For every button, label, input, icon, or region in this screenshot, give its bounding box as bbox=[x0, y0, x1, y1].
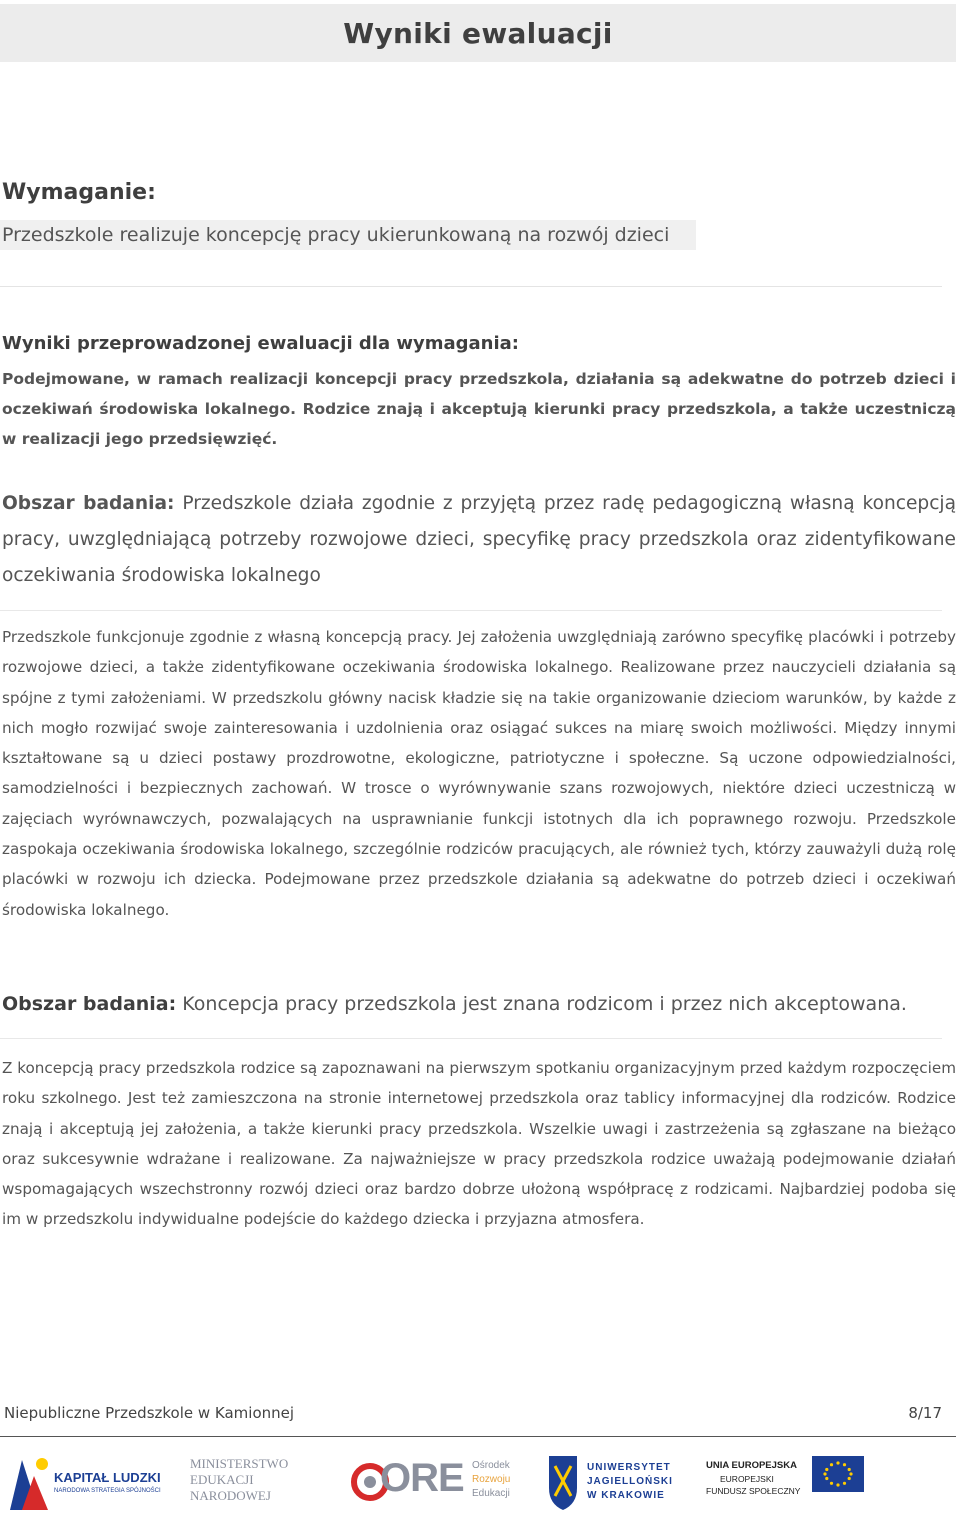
uj-line1: UNIWERSYTET bbox=[587, 1462, 671, 1473]
eu-line3: FUNDUSZ SPOŁECZNY bbox=[706, 1486, 801, 1496]
area-text: Przedszkole działa zgodnie z przyjętą przez radę pedagogiczną własną koncepcją pracy, uwzględniającą potrzeby rozwojowe dzieci, specyfikę pracy przedszkola oraz zidentyfikowane oczekiwania środowiska lokalnego bbox=[2, 493, 956, 586]
men-line2: EDUKACJI bbox=[190, 1472, 254, 1487]
divider bbox=[0, 1038, 942, 1039]
uj-logo bbox=[545, 1448, 685, 1518]
eu-logo bbox=[706, 1448, 896, 1518]
kapital-ludzki-text: KAPITAŁ LUDZKI bbox=[54, 1470, 161, 1485]
eu-flag-icon bbox=[812, 1456, 864, 1492]
ore-line2: Rozwoju bbox=[472, 1474, 511, 1485]
uj-crest-icon bbox=[545, 1452, 581, 1512]
area-label: Obszar badania: bbox=[2, 993, 177, 1015]
kapital-ludzki-mark-icon bbox=[8, 1452, 52, 1512]
men-line1: MINISTERSTWO bbox=[190, 1456, 289, 1471]
title-bar bbox=[0, 4, 956, 62]
ore-line1: Ośrodek bbox=[472, 1460, 510, 1471]
area-section-2 bbox=[2, 987, 956, 1021]
requirement-text: Przedszkole realizuje koncepcję pracy ukierunkowaną na rozwój dzieci bbox=[0, 220, 696, 250]
logo-strip bbox=[0, 1448, 960, 1518]
divider bbox=[0, 286, 942, 287]
page-number: 8/17 bbox=[908, 1404, 942, 1422]
divider bbox=[0, 610, 942, 611]
ore-mark: ORE bbox=[380, 1456, 464, 1500]
uj-line3: W KRAKOWIE bbox=[587, 1490, 665, 1501]
area-paragraph-2: Z koncepcją pracy przedszkola rodzice są zapoznawani na pierwszym spotkaniu organizacyjnym przed każdym rozpoczęciem roku szkolnego. Jest też zamieszczona na stronie internetowej przedszkola oraz tablicy informacyjnej dla rodziców. Rodzice znają i akceptują jej założenia, a także kierunki pracy przedszkola. Wszelkie uwagi i zastrzeżenia są zgłaszane na bieżąco oraz sukcesywnie wdrażane i realizowane. Za najważniejsze w pracy przedszkola rodzice uważają podejmowanie działań wspomagających wszechstronny rozwój dzieci oraz bardzo dobrze ułożoną współpracę z rodzicami. Najbardziej podoba się im w przedszkolu indywidualne podejście do każdego dziecka i przyjazna atmosfera. bbox=[2, 1059, 956, 1229]
footer-divider bbox=[0, 1436, 956, 1437]
kapital-ludzki-logo bbox=[8, 1448, 170, 1518]
men-logo bbox=[190, 1448, 310, 1518]
eu-line1: UNIA EUROPEJSKA bbox=[706, 1460, 797, 1471]
ore-line3: Edukacji bbox=[472, 1488, 510, 1499]
men-line3: NARODOWEJ bbox=[190, 1488, 271, 1503]
eu-line2: EUROPEJSKI bbox=[720, 1474, 774, 1484]
ore-logo bbox=[350, 1448, 520, 1518]
requirement-label: Wymaganie: bbox=[2, 180, 156, 205]
footer-institution: Niepubliczne Przedszkole w Kamionnej bbox=[4, 1404, 295, 1422]
area-paragraph-1: Przedszkole funkcjonuje zgodnie z własną koncepcją pracy. Jej założenia uwzględniają zarówno specyfikę placówki i potrzeby rozwojowe dzieci, a także zidentyfikowane oczekiwania środowiska lokalnego. Realizowane przez nauczycieli działania są spójne z tymi założeniami. W przedszkolu główny nacisk kładzie się na takie organizowanie dzieciom warunków, by każde z nich mogło rozwijać swoje zainteresowania i uzdolnienia oraz osiągać sukces na miarę swoich możliwości. Między innymi kształtowane są u dzieci postawy prozdrowotne, ekologiczne, patriotyczne i społeczne. Są uczone odpowiedzialności, samodzielności i bezpiecznych zachowań. W trosce o wyrównywanie szans rozwojowych, niektóre dzieci uczestniczą w zajęciach wyrównawczych, pozwalających na usprawnianie funkcji istotnych dla ich poprawnego rozwoju. Przedszkole zaspokaja oczekiwania środowiska lokalnego, szczególnie rodziców pracujących, ale również tych, którzy zauważyli dużą rolę placówki w rozwoju ich dziecka. Podejmowane przez przedszkole działania są adekwatne do potrzeb dzieci i oczekiwań środowiska lokalnego. bbox=[2, 628, 956, 919]
kapital-ludzki-subtext: NARODOWA STRATEGIA SPÓJNOŚCI bbox=[54, 1488, 161, 1494]
results-heading: Wyniki przeprowadzonej ewaluacji dla wymagania: bbox=[2, 333, 519, 354]
area-label: Obszar badania: bbox=[2, 493, 175, 514]
area-section-1 bbox=[2, 486, 956, 594]
uj-line2: JAGIELLOŃSKI bbox=[587, 1476, 673, 1487]
results-text: Podejmowane, w ramach realizacji koncepcji pracy przedszkola, działania są adekwatne do potrzeb dzieci i oczekiwań środowiska lokalnego. Rodzice znają i akceptują kierunki pracy przedszkola, a także uczestniczą w realizacji jego przedsięwzięć. bbox=[2, 370, 956, 448]
page-title: Wyniki ewaluacji bbox=[343, 16, 613, 50]
area-text: Koncepcja pracy przedszkola jest znana rodzicom i przez nich akceptowana. bbox=[182, 993, 907, 1015]
